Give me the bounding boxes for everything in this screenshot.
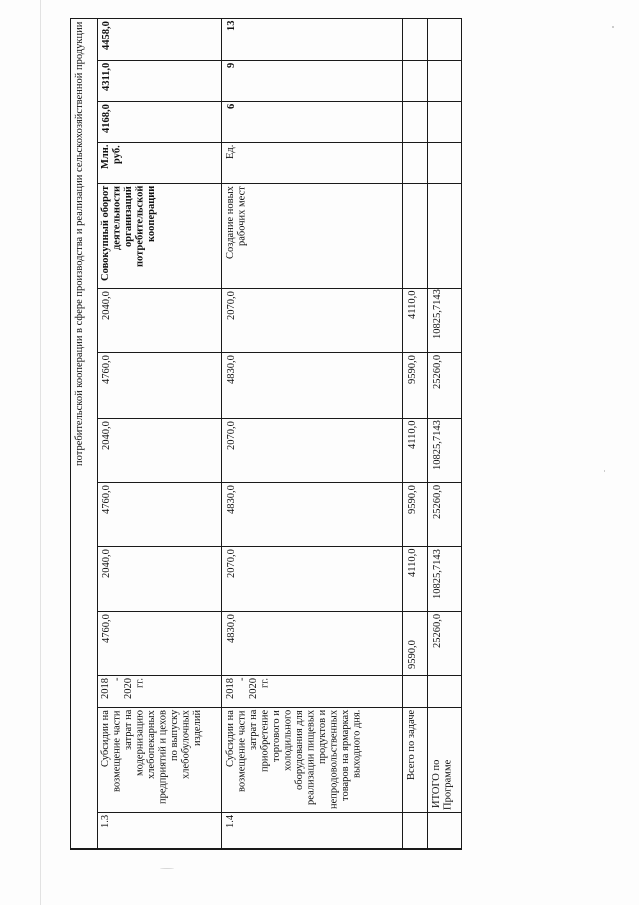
row-sep-v5 (97, 352, 461, 353)
row-sep-indicator (97, 183, 461, 184)
row13-value-3: 4760,0 (101, 485, 112, 514)
row13-number: 1.3 (100, 815, 111, 829)
row13-unit: Млн. руб. (100, 145, 123, 170)
row-sep-y1 (97, 101, 461, 102)
program-total-value-4: 10825,7143 (432, 420, 443, 470)
row14-name: Субсидии на возмещение части затрат на приобретение торгового и холодильного оборудования для реализации пищевых продуктов и непродовольственных товаров на ярмарках выходного дня. (225, 710, 363, 810)
task-total-value-5: 9590,0 (407, 355, 418, 384)
row-sep-name (97, 707, 461, 708)
row14-value-3: 4830,0 (226, 485, 237, 514)
row-sep-v2 (97, 546, 461, 547)
program-total-value-5: 25260,0 (432, 355, 443, 390)
row14-value-6: 2070,0 (226, 291, 237, 320)
scan-edge-shadow (40, 0, 41, 905)
program-total-value-3: 25260,0 (432, 485, 443, 520)
table-border-top (70, 18, 462, 19)
row14-value-1: 4830,0 (226, 614, 237, 643)
row13-value-1: 4760,0 (101, 614, 112, 643)
row14-year-3: 13 (226, 21, 237, 32)
program-total-label: ИТОГО по Программе (431, 760, 454, 811)
row-sep-unit (97, 142, 461, 143)
row13-year-3: 4458,0 (101, 21, 112, 50)
scan-speck (612, 26, 614, 28)
program-total-value-1: 25260,0 (432, 614, 443, 649)
table-border-right (461, 18, 462, 849)
row-sep-v6 (97, 288, 461, 289)
table-border-bottom (70, 848, 462, 850)
scan-speck (160, 868, 174, 869)
row-sep-v1 (97, 611, 461, 612)
row-sep-period (97, 675, 461, 676)
row13-year-2: 4311,0 (101, 63, 112, 92)
row13-value-5: 4760,0 (101, 355, 112, 384)
section-header: потребительской кооперации в сфере производства и реализации сельскохозяйственной продукции (74, 22, 85, 467)
row13-year-1: 4168,0 (101, 104, 112, 133)
row-sep-v4 (97, 418, 461, 419)
row13-name: Субсидии на возмещение части затрат на модернизацию хлебопекарных предприятий и цехов по выпуску хлебобулочных изделий (100, 710, 203, 804)
task-total-value-1: 9590,0 (407, 640, 418, 669)
row14-value-4: 2070,0 (226, 421, 237, 450)
task-total-value-4: 4110,0 (407, 421, 418, 450)
row14-value-2: 2070,0 (226, 549, 237, 578)
row14-period: 2018 - 2020 гг. (225, 678, 271, 699)
scan-speck (604, 470, 605, 472)
row13-period: 2018 - 2020 гг. (100, 678, 146, 699)
task-total-label: Всего по задаче (406, 710, 417, 781)
row14-value-5: 4830,0 (226, 355, 237, 384)
row-sep-v3 (97, 482, 461, 483)
row14-number: 1.4 (225, 815, 236, 829)
task-total-value-2: 4110,0 (407, 549, 418, 578)
row14-year-1: 6 (226, 104, 237, 110)
row-sep-y2 (97, 60, 461, 61)
row14-unit: Ед. (225, 145, 236, 160)
table-border-left (70, 18, 71, 849)
row13-value-6: 2040,0 (101, 291, 112, 320)
row14-indicator: Создание новых рабочих мест (225, 186, 248, 259)
program-total-value-6: 10825,7143 (432, 289, 443, 339)
row13-value-4: 2040,0 (101, 421, 112, 450)
task-total-value-3: 9590,0 (407, 485, 418, 514)
task-total-value-6: 4110,0 (407, 291, 418, 320)
row14-year-2: 9 (226, 63, 237, 69)
row13-indicator: Совокупный оборот деятельности организаций потребительской кооперации (100, 186, 157, 282)
program-total-value-2: 10825,7143 (432, 549, 443, 599)
row13-value-2: 2040,0 (101, 549, 112, 578)
